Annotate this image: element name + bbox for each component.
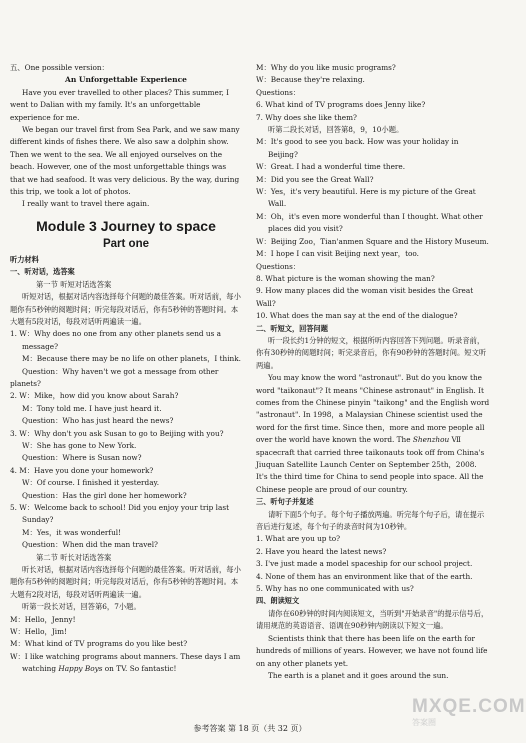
spacecraft-name: Shenzhou xyxy=(412,435,450,445)
dialogue-line: 5. W：Welcome back to school! Did you enjoy your trip last Sunday? xyxy=(10,503,230,525)
reading-text: Scientists think that there has been life on the earth for hundreds of millions of years. However, we have not found life on any other planets yet. xyxy=(256,633,488,668)
right-column xyxy=(256,62,490,682)
sentence-item: 4. None of them has an environment like that of the earth. xyxy=(256,571,473,581)
dialogue-line: M：Oh，it's even more wonderful than I thought. What other places did you visit? xyxy=(256,211,483,234)
question-line: 10. What does the man say at the end of the dialogue? xyxy=(256,311,458,321)
watermark-subtext: 答案圈 xyxy=(412,718,436,727)
questions-label: Questions： xyxy=(256,261,301,271)
instructions: 听短对话，根据对话内容选择每个问题的最佳答案。听对话前，每小题你有5秒钟的阅题时间；听完每段对话后，你有5秒钟的答题时间。本大题有5段对话，每段对话听两遍读一遍。 xyxy=(10,292,241,326)
dialogue-line: 4. M：Have you done your homework? xyxy=(10,465,154,475)
dialogue-line: M：Because there may be no life on other planets，I think. xyxy=(22,354,241,364)
part-title: Part one xyxy=(102,237,149,250)
dialogue-line: 3. W：Why don't you ask Susan to go to Beijing with you? xyxy=(10,428,224,438)
instructions: 听长对话，根据对话内容选择每个问题的最佳答案。听对话前，每小题你有5秒钟的阅题时间；听完每段对话后，你有5秒钟的答题时间。本大题有2段对话，每段对话听两遍读一遍。 xyxy=(10,565,241,599)
dialogue-line: M：What kind of TV programs do you like best? xyxy=(10,639,188,649)
module-title: Module 3 Journey to space xyxy=(36,217,216,234)
sentence-item: 3. I've just made a model spaceship for our school project. xyxy=(256,559,473,569)
question-line: Question：Has the girl done her homework? xyxy=(22,490,187,500)
question-line: Question：Where is Susan now? xyxy=(22,453,142,463)
instructions: 请你在60秒钟的时间内阅读短文，当听到"开始录音"的提示信号后，请用规范的英语语音、语调在90秒钟内朗读以下短文一遍。 xyxy=(256,608,489,631)
sentence-item: 5. Why has no one communicated with us? xyxy=(256,584,414,594)
sentence-item: 2. Have you heard the latest news? xyxy=(256,546,387,556)
watermark-text: MXQE.COM xyxy=(412,696,526,717)
dialogue-text: on TV. So fantastic! xyxy=(102,664,177,674)
question-line: Question：Who has just heard the news? xyxy=(22,416,174,426)
question-line: 6. What kind of TV programs does Jenny like? xyxy=(256,100,426,110)
dialogue-line: M：I hope I can visit Beijing next year，too. xyxy=(256,249,419,259)
passage-part: Ⅶ spacecraft that carried three taikonauts took off from China's Jiuquan Satellite Launch Center on September 25th，2008. It's the third time for China to send people into space. All the Chinese people are proud of our country. xyxy=(256,435,485,494)
essay-title: An Unforgettable Experience xyxy=(65,75,187,85)
essay-paragraph: We began our travel first from Sea Park, and we saw many different kinds of fishes there. We also saw a dolphin show. Then we went to the sea. We all enjoyed ourselves on the beach. However, one of the most unforgettable things was that we had seafood. It was very delicious. By the way, during this trip, we took a lot of photos. xyxy=(10,125,240,197)
instructions: 听一段长约1分钟的短文，根据所听内容回答下列问题。听录音前，你有30秒钟的阅题时间；听完录音后，你有90秒钟的答题时间。短文听两遍。 xyxy=(256,335,487,370)
section-heading: 四、朗读短文 xyxy=(256,596,300,606)
section-heading: 三、听句子并复述 xyxy=(256,497,314,507)
question-line: 7. Why does she like them? xyxy=(256,112,357,122)
dialogue-line: 1. W：Why does no one from any other planets send us a message? xyxy=(10,329,222,351)
essay-paragraph: I really want to travel there again. xyxy=(22,199,150,209)
watermark-logo xyxy=(412,696,526,740)
dialogue-line: W：Because they're relaxing. xyxy=(256,75,365,85)
sentence-item: 1. What are you up to? xyxy=(256,534,341,544)
question-line: Question：Why haven't we got a message from other planets? xyxy=(10,366,219,388)
questions-label: Questions： xyxy=(256,87,301,97)
dialogue-line: W：Yes，it's very beautiful. Here is my picture of the Great Wall. xyxy=(256,187,476,209)
dialogue-line: 2. W：Mike，how did you know about Sarah? xyxy=(10,391,179,401)
dialogue-line: M：Did you see the Great Wall? xyxy=(256,174,374,184)
dialogue-line: W：Of course. I finished it yesterday. xyxy=(22,478,160,488)
dialogue-intro: 听第二段长对话，回答第8，9，10小题。 xyxy=(268,125,404,135)
dialogue-line: M：Hello，Jenny! xyxy=(10,614,76,624)
dialogue-text: W：I like watching programs about manners. These days I am watching xyxy=(10,651,241,674)
instructions: 请听下面5个句子。每个句子播放两遍。听完每个句子后，请在提示音后进行复述，每个句子的录音时间为10秒钟。 xyxy=(256,509,485,532)
question-line: Question：When did the man travel? xyxy=(22,540,158,550)
subsection-heading: 第二节 听长对话选答案 xyxy=(36,552,112,562)
essay-heading: 五、One possible version： xyxy=(10,63,109,72)
dialogue-line: M：It's good to see you back. How was your holiday in Beijing? xyxy=(256,137,459,159)
reading-text: The earth is a planet and it goes around the sun. xyxy=(268,670,449,680)
question-line: 9. How many places did the woman visit besides the Great Wall? xyxy=(256,286,474,308)
section-heading: 一、听对话，选答案 xyxy=(10,267,75,277)
dialogue-line xyxy=(10,651,242,676)
question-line: 8. What picture is the woman showing the man? xyxy=(256,273,435,283)
dialogue-line: W：Hello，Jim! xyxy=(10,627,67,637)
dialogue-line: W：She has gone to New York. xyxy=(22,440,137,450)
dialogue-line: M：Yes，it was wonderful! xyxy=(22,527,122,537)
essay-paragraph: Have you ever travelled to other places? This summer, I went to Dalian with my family. It's an unforgettable experience for me. xyxy=(10,87,230,122)
dialogue-line: W：Great. I had a wonderful time there. xyxy=(256,162,406,172)
page-footer: 参考答案 第 18 页（共 32 页） xyxy=(193,724,307,733)
left-column xyxy=(10,62,242,676)
section-heading: 二、听短文，回答问题 xyxy=(256,323,328,333)
dialogue-line: W：Beijing Zoo，Tian'anmen Square and the History Museum. xyxy=(256,236,489,246)
program-title: Happy Boys xyxy=(58,664,103,674)
passage-part: You may know the word "astronaut". But do you know the word "taikonaut"? It means "Chinese astronaut" in English. It comes from the Chinese pinyin "taikong" and the English word "astronaut". In 1998，a Malaysian Chinese scientist used the word for the first time. Since then，more and more people all over the world have known the word. The xyxy=(256,373,490,445)
section-label: 听力材料 xyxy=(10,254,39,264)
passage-text xyxy=(256,372,490,496)
dialogue-line: M：Why do you like music programs? xyxy=(256,63,396,72)
dialogue-line: M：Tony told me. I have just heard it. xyxy=(22,403,162,413)
dialogue-intro: 听第一段长对话，回答第6，7小题。 xyxy=(22,602,141,612)
subsection-heading: 第一节 听短对话选答案 xyxy=(36,279,112,289)
